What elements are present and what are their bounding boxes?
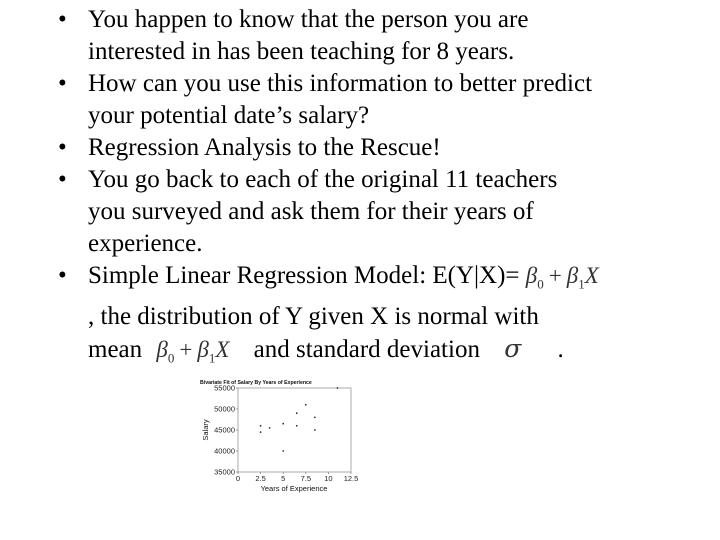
data-point	[269, 427, 271, 429]
mean-formula: $\beta_0 + \beta_1X$	[156, 336, 230, 366]
bullet-4-line-2: you surveyed and ask them for their years of	[88, 198, 534, 225]
bullet-1-line-2: interested in has been teaching for 8 years.	[88, 38, 515, 65]
y-tick-label: 45000	[214, 425, 235, 435]
x-axis-label: Years of Experience	[260, 484, 328, 493]
plot-frame	[238, 388, 351, 472]
scatter-chart-svg	[198, 378, 359, 496]
bullet-2-line-2: your potential date’s salary?	[88, 102, 370, 129]
bullet-2-line-1: How can you use this information to better predict	[88, 70, 593, 97]
data-point	[282, 423, 284, 425]
data-point	[305, 404, 307, 406]
x-tick-label: 2.5	[255, 474, 266, 483]
bullet-dot: •	[58, 6, 67, 33]
data-point	[314, 429, 316, 431]
bullet-5-line-2: , the distribution of Y given X is normal with	[88, 302, 539, 330]
x-axis-ticks	[236, 472, 358, 483]
x-tick-label: 10	[324, 474, 333, 483]
bullet-4-line-1: You go back to each of the original 11 teachers	[88, 166, 558, 193]
y-tick-label: 40000	[214, 446, 235, 456]
y-axis-label: Salary	[201, 419, 210, 441]
bullet-4-line-3: experience.	[88, 230, 203, 257]
x-tick-label: 0	[235, 474, 241, 483]
x-tick-label: 5	[281, 474, 286, 483]
data-point	[337, 387, 339, 389]
bullet-dot: •	[58, 70, 67, 97]
bullet-dot: •	[58, 166, 67, 193]
scatter-chart	[198, 378, 359, 496]
x-tick-label: 12.5	[343, 474, 359, 483]
data-point	[296, 425, 298, 427]
data-point	[296, 412, 298, 414]
data-point	[260, 431, 262, 433]
bullet-3-line-1: Regression Analysis to the Rescue!	[88, 134, 441, 161]
y-tick-label: 35000	[214, 467, 235, 477]
mean-label: mean	[88, 335, 143, 363]
bullet-5-line-3	[88, 333, 708, 375]
chart-title: Bivariate Fit of Salary By Years of Experience	[200, 380, 312, 386]
bullet-dot: •	[58, 134, 67, 161]
bullet-5	[58, 260, 708, 374]
bullet-list	[58, 4, 708, 374]
bullet-3	[58, 132, 708, 164]
y-tick-label: 50000	[214, 404, 235, 414]
bullet-1	[58, 4, 708, 68]
model-label: Simple Linear Regression Model: E(Y|X)=	[88, 262, 520, 289]
std-dev-label: and standard deviation	[253, 335, 480, 363]
y-axis-ticks	[214, 384, 238, 477]
data-point	[314, 417, 316, 419]
x-tick-label: 7.5	[300, 474, 312, 483]
regression-formula: $\beta_0 + \beta_1X$	[525, 263, 599, 292]
bullet-4	[58, 164, 708, 260]
data-point	[260, 425, 262, 427]
data-point	[282, 450, 284, 452]
sentence-end: .	[557, 335, 564, 363]
bullet-dot: •	[58, 262, 67, 289]
bullet-5-line-1	[88, 260, 708, 301]
data-points	[260, 387, 339, 452]
bullet-2	[58, 68, 708, 132]
y-tick-label: 55000	[214, 383, 235, 393]
sigma-symbol: σ	[504, 333, 522, 363]
bullet-1-line-1: You happen to know that the person you are	[88, 6, 529, 33]
